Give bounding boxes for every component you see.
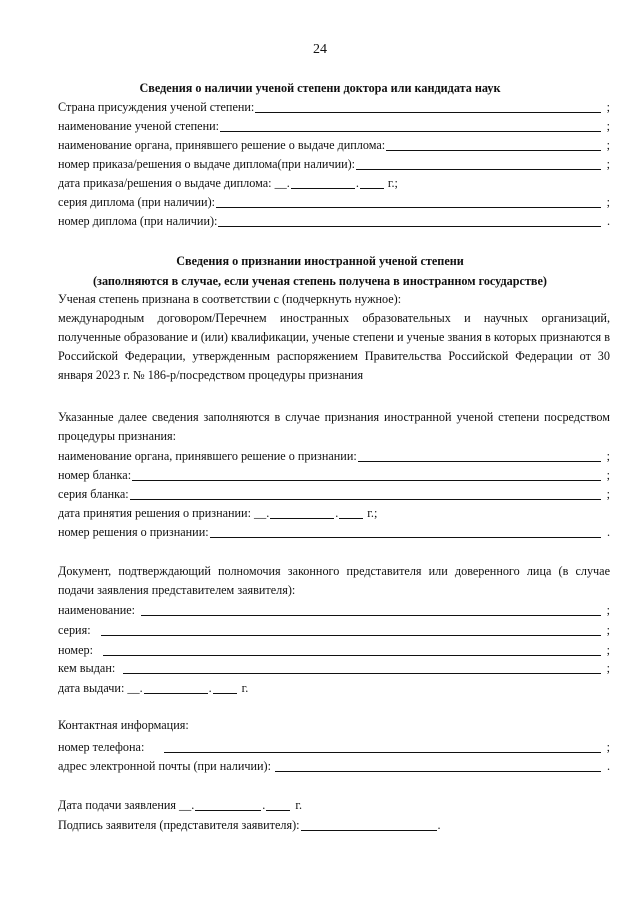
form-series-field[interactable]: [130, 487, 601, 500]
rep-doc-series-row: серия: ;: [58, 623, 610, 637]
diploma-number-label: номер диплома (при наличии):: [58, 214, 218, 228]
rep-doc-issue-date-row: дата выдачи: __. . г.: [58, 681, 249, 695]
decision-date-year-field[interactable]: [339, 506, 363, 519]
rep-doc-name-label: наименование:: [58, 603, 136, 617]
diploma-series-label: серия диплома (при наличии):: [58, 195, 216, 209]
diploma-number-row: номер диплома (при наличии): .: [58, 214, 610, 228]
order-date-year-field[interactable]: [360, 176, 384, 189]
procedure-note: Указанные далее сведения заполняются в случае признания иностранной ученой степени посредством процедуры признания:: [58, 410, 610, 443]
diploma-organ-row: наименование органа, принявшего решение о выдаче диплома: ;: [58, 138, 610, 152]
rep-doc-series-label: серия:: [58, 623, 91, 637]
section2-subtitle: (заполняются в случае, если ученая степень получена в иностранном государстве): [93, 274, 547, 288]
country-row: Страна присуждения ученой степени: ;: [58, 100, 610, 114]
submission-date-row: Дата подачи заявления __. . г.: [58, 798, 302, 812]
decision-date-month-field[interactable]: [270, 506, 334, 519]
rep-doc-number-label: номер:: [58, 643, 93, 657]
country-label: Страна присуждения ученой степени:: [58, 100, 255, 114]
rep-doc-series-field[interactable]: [101, 623, 601, 636]
recognition-basis-text: международным договором/Перечнем иностранных образовательных и научных организаций, полученные образование и (или) квалификации, ученые степени и ученые звания в которых признаются в Российской Федерации, утвержденным распоряжением Правительства Российской Федерации от 30 января 2023 г. № 186-р/посредством процедуры признания: [58, 311, 610, 382]
decision-number-row: номер решения о признании: .: [58, 525, 610, 539]
degree-name-row: наименование ученой степени: ;: [58, 119, 610, 133]
section1-title: Сведения о наличии ученой степени доктора или кандидата наук: [139, 81, 501, 95]
phone-label: номер телефона:: [58, 740, 145, 754]
order-number-label: номер приказа/решения о выдаче диплома(при наличии):: [58, 157, 356, 171]
degree-name-label: наименование ученой степени:: [58, 119, 220, 133]
rep-doc-issue-date-label: дата выдачи: __.: [58, 681, 143, 695]
submission-month-field[interactable]: [195, 798, 261, 811]
form-number-row: номер бланка: ;: [58, 468, 610, 482]
signature-label: Подпись заявителя (представителя заявителя):: [58, 818, 300, 832]
decision-date-row: дата принятия решения о признании: __. . г.;: [58, 506, 378, 520]
signature-row: Подпись заявителя (представителя заявителя): .: [58, 818, 441, 832]
page-number: 24: [313, 42, 327, 57]
diploma-organ-field[interactable]: [386, 138, 601, 151]
rep-doc-issue-year-field[interactable]: [213, 681, 237, 694]
rep-doc-issued-by-label: кем выдан:: [58, 661, 116, 675]
diploma-series-field[interactable]: [216, 195, 601, 208]
contact-title: Контактная информация:: [58, 718, 189, 732]
rep-doc-number-field[interactable]: [103, 643, 601, 656]
recognized-intro: Ученая степень признана в соответствии с (подчеркнуть нужное):: [58, 292, 402, 306]
rep-doc-name-field[interactable]: [141, 603, 601, 616]
form-number-label: номер бланка:: [58, 468, 132, 482]
rep-doc-issue-month-field[interactable]: [144, 681, 208, 694]
rep-doc-number-row: номер: ;: [58, 643, 610, 657]
submission-year-field[interactable]: [266, 798, 290, 811]
signature-field[interactable]: [301, 818, 437, 831]
diploma-organ-label: наименование органа, принявшего решение о выдаче диплома:: [58, 138, 386, 152]
form-series-label: серия бланка:: [58, 487, 129, 501]
decision-date-label: дата принятия решения о признании: __.: [58, 506, 270, 520]
order-number-row: номер приказа/решения о выдаче диплома(при наличии): ;: [58, 157, 610, 171]
submission-date-label: Дата подачи заявления __.: [58, 798, 195, 812]
rep-doc-issued-by-row: кем выдан: ;: [58, 661, 610, 675]
section2-title: Сведения о признании иностранной ученой степени: [176, 254, 464, 268]
email-field[interactable]: [275, 759, 601, 772]
country-field[interactable]: [255, 100, 601, 113]
phone-field[interactable]: [164, 740, 601, 753]
diploma-number-field[interactable]: [218, 214, 601, 227]
form-series-row: серия бланка: ;: [58, 487, 610, 501]
phone-row: номер телефона: ;: [58, 740, 610, 754]
email-label: адрес электронной почты (при наличии):: [58, 759, 272, 773]
diploma-series-row: серия диплома (при наличии): ;: [58, 195, 610, 209]
order-date-month-field[interactable]: [291, 176, 355, 189]
order-date-label: дата приказа/решения о выдаче диплома: __.: [58, 176, 290, 190]
order-number-field[interactable]: [356, 157, 601, 170]
recognition-organ-field[interactable]: [358, 449, 601, 462]
decision-number-field[interactable]: [210, 525, 601, 538]
rep-doc-issued-by-field[interactable]: [123, 661, 601, 674]
recognition-organ-row: наименование органа, принявшего решение о признании: ;: [58, 449, 610, 463]
degree-name-field[interactable]: [220, 119, 601, 132]
order-date-row: дата приказа/решения о выдаче диплома: __. . г.;: [58, 176, 398, 190]
rep-doc-name-row: наименование: ;: [58, 603, 610, 617]
representative-doc-intro: Документ, подтверждающий полномочия законного представителя или доверенного лица (в случае подачи заявления представителем заявителя):: [58, 564, 610, 597]
form-number-field[interactable]: [132, 468, 601, 481]
email-row: адрес электронной почты (при наличии): .: [58, 759, 610, 773]
recognition-organ-label: наименование органа, принявшего решение о признании:: [58, 449, 357, 463]
decision-number-label: номер решения о признании:: [58, 525, 209, 539]
